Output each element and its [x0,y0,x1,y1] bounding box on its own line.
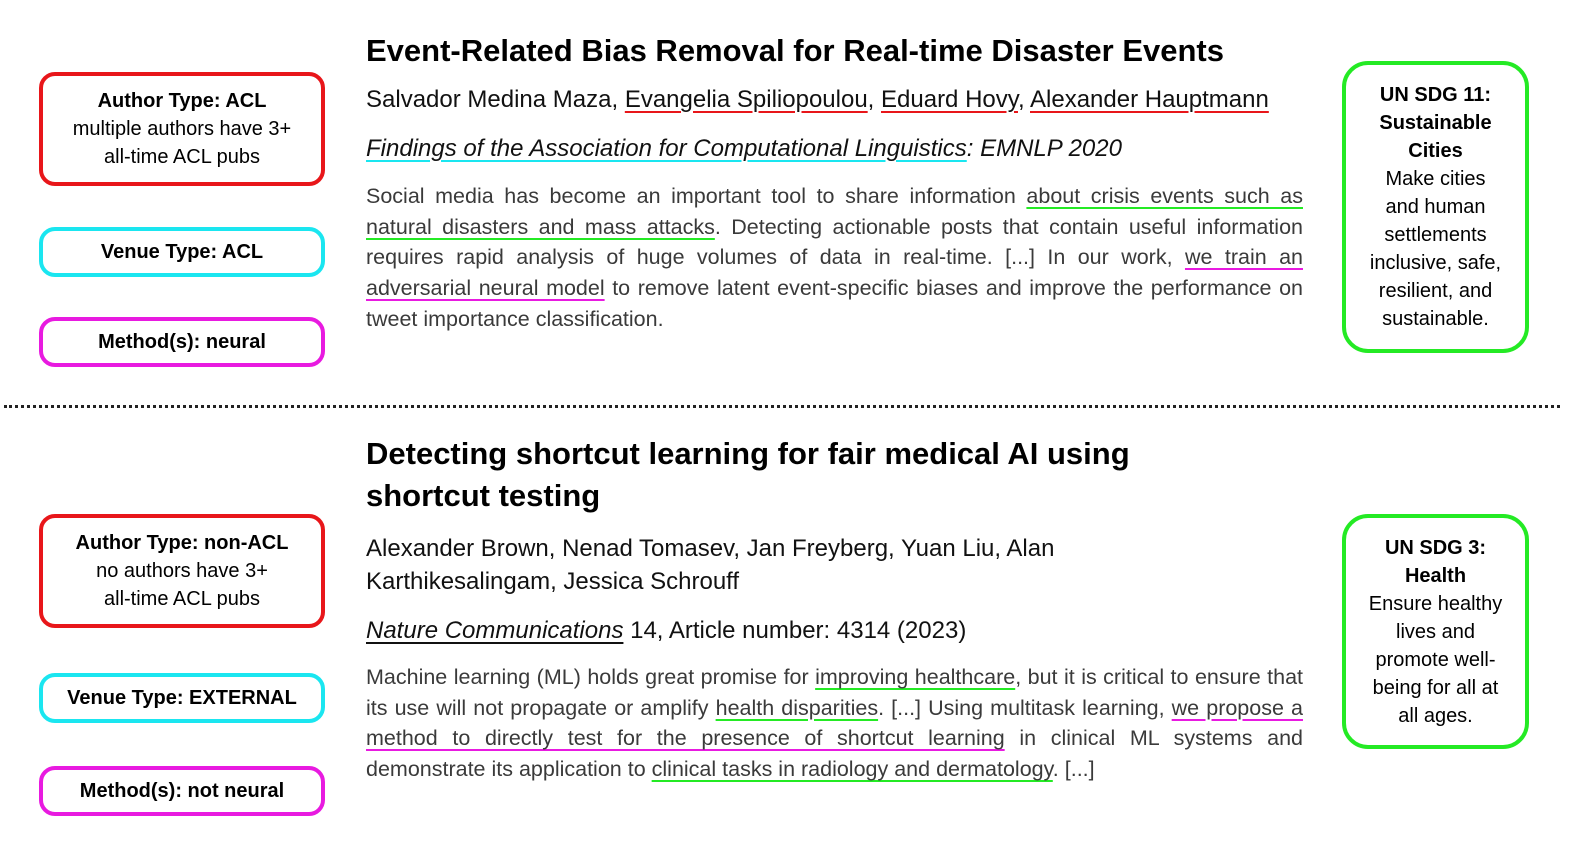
section-divider [4,405,1560,408]
author-type-tag-2 [39,514,325,628]
paper-title-line2: shortcut testing [366,478,601,513]
sdg-tag-1 [1342,61,1529,353]
sdg-tag-2 [1342,514,1529,749]
author-highlighted: Evangelia Spiliopoulou [624,86,868,113]
sdg-desc-line: resilient, and [1378,280,1493,302]
venue-detail: 14, Article number: 4314 (2023) [623,617,967,644]
sdg-desc-line: being for all at [1372,676,1499,699]
authors-line2: Karthikesalingam, Jessica Schrouff [366,568,740,595]
paper-title-line1: Detecting shortcut learning for fair medical AI using [366,436,1130,471]
author: Salvador Medina Maza [366,86,612,113]
sdg-desc-line: and human [1385,196,1486,218]
author-type-label: Author Type: ACL [97,90,267,112]
method-tag-1 [39,317,325,367]
paper-authors [366,532,1303,598]
sdg-highlight: about crisis events such as natural disasters and mass attacks [366,184,1303,239]
author-type-desc-line1: no authors have 3+ [96,560,268,582]
venue-type-label: Venue Type: ACL [100,241,264,263]
author-type-desc-line2: all-time ACL pubs [104,146,260,168]
sdg-label-line1: UN SDG 11: [1379,84,1492,106]
venue-name: Findings of the Association for Computational Linguistics [366,135,967,162]
method-tag-2 [39,766,325,816]
sdg-highlight: clinical tasks in radiology and dermatology [651,757,1053,782]
method-highlight: we train an adversarial neural model [366,245,1303,301]
paper-1 [366,30,1303,335]
sdg-label-line1: UN SDG 3: [1384,536,1487,559]
author-highlighted: Alexander Hauptmann [1030,86,1269,113]
sdg-desc-line: Ensure healthy [1368,592,1503,615]
author-type-tag-1 [39,72,325,186]
sdg-desc-line: settlements [1384,224,1487,246]
sdg-highlight: improving healthcare [815,665,1016,689]
venue-name: Nature Communications [366,617,624,644]
sdg-desc-line: all ages. [1398,704,1473,727]
venue-type-tag-1 [39,227,325,277]
author-highlighted: Eduard Hovy [881,86,1018,113]
paper-abstract: Social media has become an important tool to share information about crisis events such as natural disasters and mass attacks. Detecting actionable posts that contain useful information requires rapid analysis of huge volumes of data in real-time. [...] In our work, we train an adversarial neural model to remove latent event-specific biases and improve the performance on tweet importance classification. [366,184,1303,331]
sdg-label-line3: Cities [1408,140,1463,162]
method-label: Method(s): not neural [79,780,285,802]
paper-venue [366,132,1303,165]
sdg-desc-line: promote well- [1375,648,1496,671]
sdg-desc-line: lives and [1396,620,1475,643]
paper-title [366,433,1303,517]
authors-line1: Alexander Brown, Nenad Tomasev, Jan Freyberg, Yuan Liu, Alan [366,535,1055,562]
author-type-desc-line2: all-time ACL pubs [104,588,260,610]
author-type-desc-line1: multiple authors have 3+ [72,118,292,140]
paper-venue [366,614,1303,647]
author-type-label: Author Type: non-ACL [75,532,289,554]
sdg-desc-line: inclusive, safe, [1369,252,1502,274]
venue-type-tag-2 [39,673,325,723]
method-label: Method(s): neural [98,331,266,353]
paper-authors: Salvador Medina Maza, Evangelia Spiliopoulou, Eduard Hovy, Alexander Hauptmann [366,86,1269,113]
venue-type-label: Venue Type: EXTERNAL [67,687,297,709]
venue-detail: : EMNLP 2020 [966,135,1122,162]
paper-2 [366,433,1303,785]
paper-abstract: Machine learning (ML) holds great promise for improving healthcare, but it is critical to ensure that its use will not propagate or amplify health disparities. [...] Using multitask learning, we propose a method to directly test for the presence of shortcut learning in clinical ML systems and demonstrate its application to clinical tasks in radiology and dermatology. [...] [366,665,1304,782]
sdg-desc-line: sustainable. [1382,308,1489,330]
sdg-desc-line: Make cities [1385,168,1486,190]
paper-title: Event-Related Bias Removal for Real-time Disaster Events [366,33,1224,68]
sdg-highlight: health disparities [715,695,879,720]
sdg-label-line2: Health [1404,564,1467,587]
method-highlight: we propose a method to directly test for the presence of shortcut learning [366,695,1303,751]
sdg-label-line2: Sustainable [1379,112,1492,134]
